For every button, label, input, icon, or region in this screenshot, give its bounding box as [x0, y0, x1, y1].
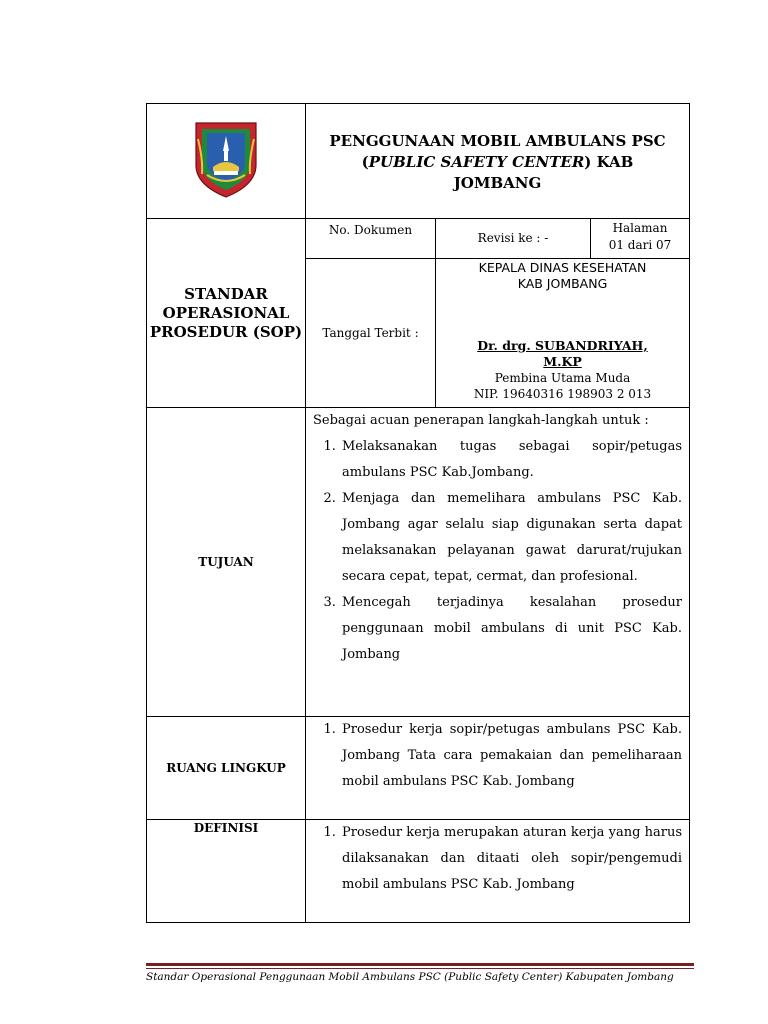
sop-label-line-2: OPERASIONAL	[162, 303, 290, 322]
ruang-lingkup-list	[313, 717, 682, 795]
tujuan-intro: Sebagai acuan penerapan langkah-langkah untuk :	[313, 413, 649, 428]
signatory-nip: NIP. 19640316 198903 2 013	[473, 387, 652, 401]
list-item: 1. Prosedur kerja sopir/petugas ambulans PSC Kab. Jombang Tata cara pemakaian dan pemeliharaan mobil ambulans PSC Kab. Jombang	[340, 717, 682, 795]
footer-divider-thin	[146, 968, 694, 969]
signatory-cell	[436, 259, 690, 408]
tujuan-content	[306, 408, 690, 717]
list-item: 1. Prosedur kerja merupakan aturan kerja yang harus dilaksanakan dan ditaati oleh sopir/pengemudi mobil ambulans PSC Kab. Jombang	[340, 820, 682, 898]
ruang-lingkup-label	[147, 717, 306, 820]
tujuan-label	[147, 408, 306, 717]
ruang-lingkup-content	[306, 717, 690, 820]
signatory-position	[436, 259, 689, 292]
sop-label-line-3: PROSEDUR (SOP)	[149, 322, 303, 341]
sop-table	[146, 103, 690, 923]
jombang-emblem-icon	[193, 119, 259, 199]
revisi-cell	[436, 219, 591, 259]
list-item: 2. Menjaga dan memelihara ambulans PSC Kab. Jombang agar selalu siap digunakan serta dapat melaksanakan pelayanan gawat darurat/rujukan secara cepat, tepat, cermat, dan profesional.	[340, 486, 682, 590]
definisi-content	[306, 820, 690, 923]
list-item: 1. Melaksanakan tugas sebagai sopir/petugas ambulans PSC Kab.Jombang.	[340, 434, 682, 486]
title-line-3: JOMBANG	[453, 174, 542, 192]
position-line-1: KEPALA DINAS KESEHATAN	[478, 260, 647, 275]
document-title	[306, 104, 690, 219]
signatory-rank: Pembina Utama Muda	[494, 371, 631, 385]
logo-cell	[147, 104, 306, 219]
halaman-value: 01 dari 07	[608, 238, 672, 252]
list-item: 3. Mencegah terjadinya kesalahan prosedur penggunaan mobil ambulans di unit PSC Kab. Jombang	[340, 590, 682, 668]
tanggal-terbit-label: Tanggal Terbit :	[322, 325, 419, 340]
sop-label-line-1: STANDAR	[184, 284, 268, 303]
footer-divider-thick	[146, 963, 694, 966]
title-line-1: PENGGUNAAN MOBIL AMBULANS PSC	[329, 132, 666, 150]
title-italic: PUBLIC SAFETY CENTER	[368, 153, 585, 171]
revisi-label: Revisi ke : -	[477, 231, 549, 245]
signatory-name	[436, 338, 689, 370]
definisi-label-text: DEFINISI	[193, 821, 259, 835]
name-line-2: M.KP	[543, 354, 582, 369]
ruang-lingkup-label-text: RUANG LINGKUP	[166, 761, 286, 775]
sop-label	[147, 219, 306, 408]
title-line-2	[312, 152, 683, 173]
position-line-2: KAB JOMBANG	[517, 276, 608, 291]
tujuan-list	[313, 434, 682, 668]
tanggal-terbit-cell	[306, 259, 436, 408]
title-paren-close: ) KAB	[584, 153, 634, 171]
tujuan-label-text: TUJUAN	[198, 555, 254, 569]
footer-text: Standar Operasional Penggunaan Mobil Ambulans PSC (Public Safety Center) Kabupaten Jombang	[146, 971, 674, 983]
no-dokumen-cell	[306, 219, 436, 259]
definisi-list	[313, 820, 682, 898]
title-paren-open: (	[361, 153, 369, 171]
halaman-cell	[591, 219, 690, 259]
halaman-label: Halaman	[612, 221, 668, 235]
no-dokumen-label: No. Dokumen	[328, 223, 413, 237]
name-line-1: Dr. drg. SUBANDRIYAH,	[477, 338, 648, 353]
definisi-label	[147, 820, 306, 923]
